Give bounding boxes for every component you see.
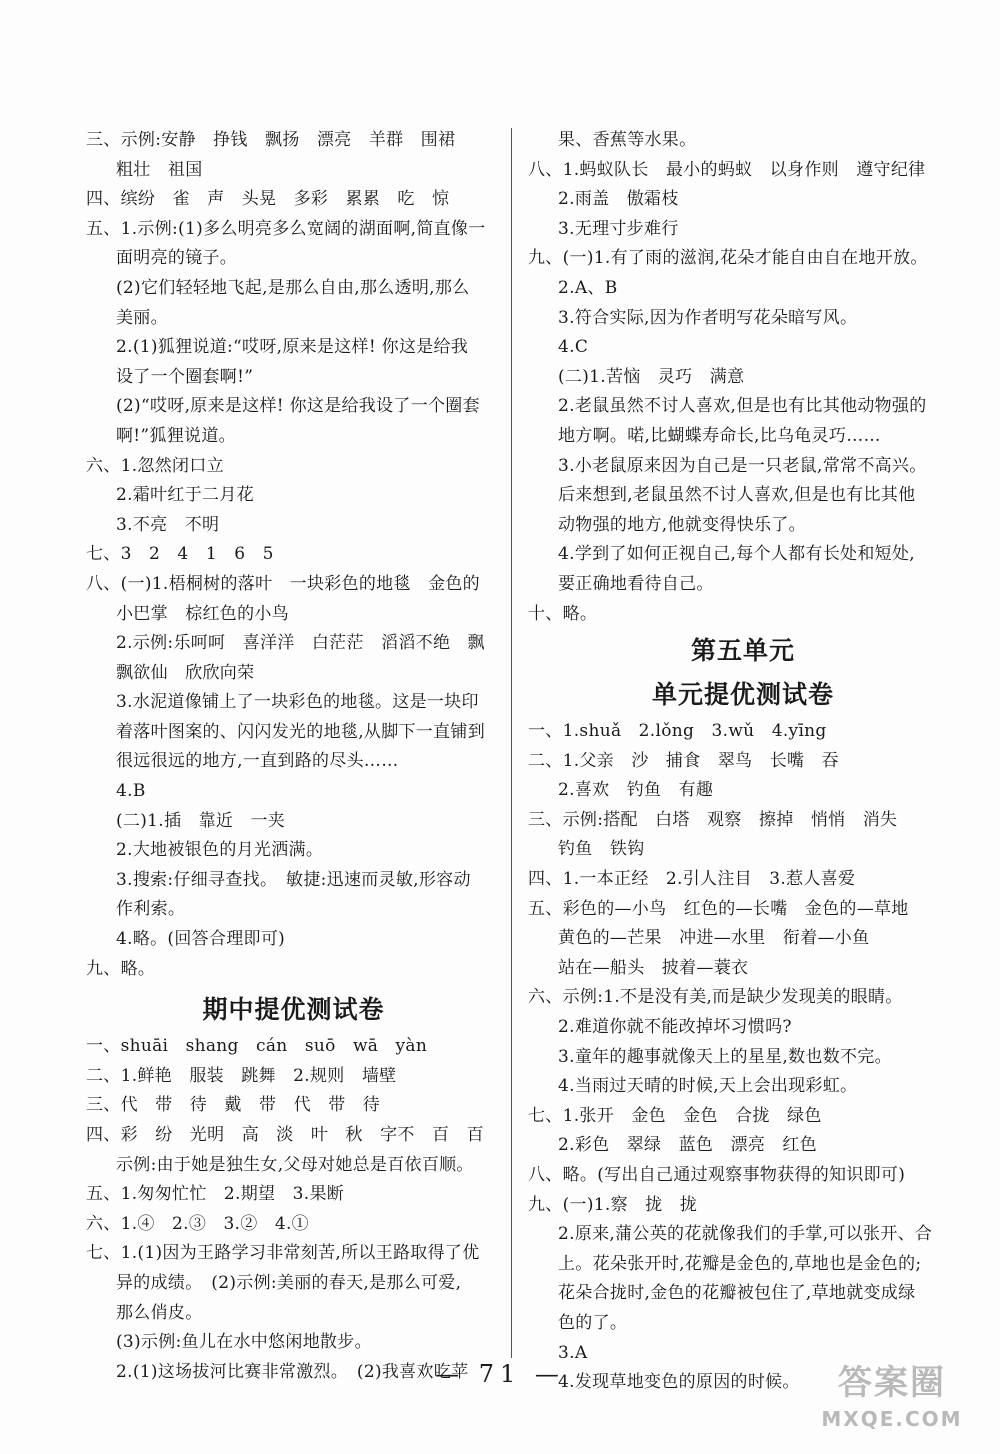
answer-line: 八、略。(写出自己通过观察事物获得的知识即可) <box>528 1165 906 1185</box>
answer-line: 2.原来,蒲公英的花就像我们的手掌,可以张开、合 <box>558 1224 933 1245</box>
answer-line: 后来想到,老鼠虽然不讨人喜欢,但是也有比其他 <box>558 485 916 506</box>
page-number: — 71 — <box>435 1360 565 1388</box>
answer-line: 小巴掌 棕红色的小鸟 <box>116 603 289 624</box>
answer-line: 动物强的地方,他就变得快乐了。 <box>558 514 806 535</box>
answer-line: 钓鱼 铁钩 <box>558 839 645 860</box>
answer-line: 3.A <box>558 1342 588 1363</box>
answer-line: 示例:由于她是独生女,父母对她总是百依百顺。 <box>116 1154 474 1175</box>
answer-line: 2.难道你就不能改掉坏习惯吗? <box>558 1017 792 1038</box>
answer-line: 2.彩色 翠绿 蓝色 漂亮 红色 <box>558 1135 818 1156</box>
answer-line: 六、示例:1.不是没有美,而是缺少发现美的眼睛。 <box>528 987 903 1008</box>
answer-line: 一、shuāi shang cán suō wā yàn <box>86 1036 428 1057</box>
answer-line: 设了一个圈套啊!” <box>116 366 254 387</box>
answer-line: 很远很远的地方,一直到路的尽头…… <box>116 751 399 772</box>
answer-line: 粗壮 祖国 <box>116 159 203 180</box>
answer-line: 着落叶图案的、闪闪发光的地毯,从脚下一直铺到 <box>116 721 486 742</box>
answer-line: 4.学到了如何正视自己,每个人都有长处和短处, <box>558 544 915 565</box>
answer-line: 4.C <box>558 337 589 358</box>
answer-line: 四、1.一本正经 2.引人注目 3.惹人喜爱 <box>528 869 856 890</box>
answer-line: 4.B <box>116 781 146 802</box>
answer-line: 作利索。 <box>116 899 186 920</box>
answer-line: 2.示例:乐呵呵 喜洋洋 白茫茫 滔滔不绝 飘 <box>116 633 485 654</box>
answer-line: 七、3 2 4 1 6 5 <box>86 544 274 565</box>
answer-line: 那么俏皮。 <box>116 1302 203 1323</box>
answer-line: 一、1.shuǎ 2.lǒng 3.wǔ 4.yīng <box>528 721 827 742</box>
watermark-logo <box>802 1360 982 1440</box>
unit-test-heading: 单元提优测试卷 <box>651 680 834 710</box>
answer-line: 三、示例:搭配 白塔 观察 擦掉 悄悄 消失 <box>528 809 898 830</box>
answer-line: 3.符合实际,因为作者明写花朵暗写风。 <box>558 307 858 328</box>
answer-line: 色的了。 <box>558 1312 628 1333</box>
answer-line: 四、缤纷 雀 声 头晃 多彩 累累 吃 惊 <box>86 189 450 210</box>
answer-line: 3.不亮 不明 <box>116 514 220 535</box>
answer-line: 4.略。(回答合理即可) <box>116 929 286 950</box>
answer-line: 4.发现草地变色的原因的时候。 <box>558 1372 800 1393</box>
answer-line: 美丽。 <box>116 307 168 328</box>
answer-line: 十、略。 <box>528 603 598 624</box>
answer-line: 2.老鼠虽然不讨人喜欢,但是也有比其他动物强的 <box>558 396 927 417</box>
right-answers-block <box>528 126 958 629</box>
answer-line: 站在—船头 披着—蓑衣 <box>558 957 749 978</box>
answer-line: 五、彩色的—小鸟 红色的—长嘴 金色的—草地 <box>528 898 909 919</box>
answer-line: 六、1.忽然闭口立 <box>86 455 224 476</box>
answer-line: 3.小老鼠原来因为自己是一只老鼠,常常不高兴。 <box>558 455 927 476</box>
answer-line: 八、(一)1.梧桐树的落叶 一块彩色的地毯 金色的 <box>86 573 480 594</box>
watermark-title: 答案圈 <box>838 1363 946 1403</box>
answer-line: 八、1.蚂蚁队长 最小的蚂蚁 以身作则 遵守纪律 <box>528 159 926 180</box>
unit-five-heading: 第五单元 <box>690 636 795 666</box>
answer-line: (二)1.苦恼 灵巧 满意 <box>558 366 745 387</box>
column-divider <box>511 128 512 1358</box>
answer-line: 2.霜叶红于二月花 <box>116 485 254 506</box>
answer-line: 要正确地看待自己。 <box>558 573 714 594</box>
answer-line: 六、1.④ 2.③ 3.② 4.① <box>86 1213 309 1234</box>
answer-line: 3.搜索:仔细寻查找。 敏捷:迅速而灵敏,形容动 <box>116 869 471 890</box>
answer-line: 面明亮的镜子。 <box>116 248 238 269</box>
answer-line: (3)示例:鱼儿在水中悠闲地散步。 <box>116 1332 372 1353</box>
answer-line: (2)“哎呀,原来是这样! 你这是给我设了一个圈套 <box>116 396 480 417</box>
answer-line: (2)它们轻轻地飞起,是那么自由,那么透明,那么 <box>116 277 470 298</box>
answer-line: 地方啊。喏,比蝴蝶寿命长,比乌龟灵巧…… <box>558 425 881 446</box>
answer-line: 3.童年的趣事就像天上的星星,数也数不完。 <box>558 1046 892 1067</box>
watermark-url: MXQE.COM <box>821 1407 963 1431</box>
answer-line: 五、1.示例:(1)多么明亮多么宽阔的湖面啊,简直像一 <box>86 218 486 239</box>
left-column <box>86 126 501 1387</box>
answer-line: 三、代 带 待 戴 带 代 带 待 <box>86 1095 381 1116</box>
answer-line: 二、1.鲜艳 服装 跳舞 2.规则 墙壁 <box>86 1065 397 1086</box>
answer-line: 黄色的—芒果 冲进—水里 衔着—小鱼 <box>558 928 870 949</box>
answer-line: 果、香蕉等水果。 <box>558 130 697 150</box>
answer-line: 九、略。 <box>86 958 156 979</box>
answer-line: 三、示例:安静 挣钱 飘扬 漂亮 羊群 围裙 <box>86 130 456 150</box>
answer-line: 啊!”狐狸说道。 <box>116 425 236 446</box>
answer-line: 五、1.匆匆忙忙 2.期望 3.果断 <box>86 1184 345 1205</box>
answer-line: 2.大地被银色的月光洒满。 <box>116 840 324 861</box>
answer-line: 上。花朵张开时,花瓣是金色的,草地也是金色的; <box>558 1253 922 1274</box>
answer-line: 七、1.张开 金色 金色 合拢 绿色 <box>528 1105 822 1126</box>
answer-line: 四、彩 纷 光明 高 淡 叶 秋 字不 百 百 <box>86 1125 484 1145</box>
answer-line: 2.A、B <box>558 277 618 298</box>
midterm-answers-block <box>86 1032 501 1387</box>
answer-line: (二)1.插 靠近 一夹 <box>116 810 286 831</box>
answer-line: 七、1.(1)因为王路学习非常刻苦,所以王路取得了优 <box>86 1243 480 1264</box>
answer-line: 3.无理寸步难行 <box>558 218 679 239</box>
answer-line: 3.水泥道像铺上了一块彩色的地毯。这是一块印 <box>116 692 479 713</box>
answer-line: 2.(1)狐狸说道:“哎呀,原来是这样! 你这是给我 <box>116 337 469 358</box>
answer-line: 二、1.父亲 沙 捕食 翠鸟 长嘴 吞 <box>528 750 839 771</box>
answer-line: 花朵合拢时,金色的花瓣被包住了,草地就变成绿 <box>558 1283 916 1304</box>
answer-line: 九、(一)1.有了雨的滋润,花朵才能自由自在地开放。 <box>528 248 928 269</box>
answer-line: 飘欲仙 欣欣向荣 <box>116 662 255 683</box>
answer-line: 异的成绩。 (2)示例:美丽的春天,是那么可爱, <box>116 1272 462 1293</box>
left-answers-block <box>86 126 501 984</box>
right-column <box>528 126 958 1398</box>
midterm-test-heading: 期中提优测试卷 <box>202 995 385 1025</box>
unit-five-answers-block <box>528 717 958 1398</box>
answer-line: 2.雨盖 傲霜枝 <box>558 189 679 210</box>
answer-line: 4.当雨过天晴的时候,天上会出现彩虹。 <box>558 1076 858 1097</box>
answer-line: 2.喜欢 钓鱼 有趣 <box>558 780 714 801</box>
answer-line: 2.(1)这场拔河比赛非常激烈。 (2)我喜欢吃苹 <box>116 1361 469 1382</box>
answer-line: 九、(一)1.察 拢 拢 <box>528 1194 698 1215</box>
